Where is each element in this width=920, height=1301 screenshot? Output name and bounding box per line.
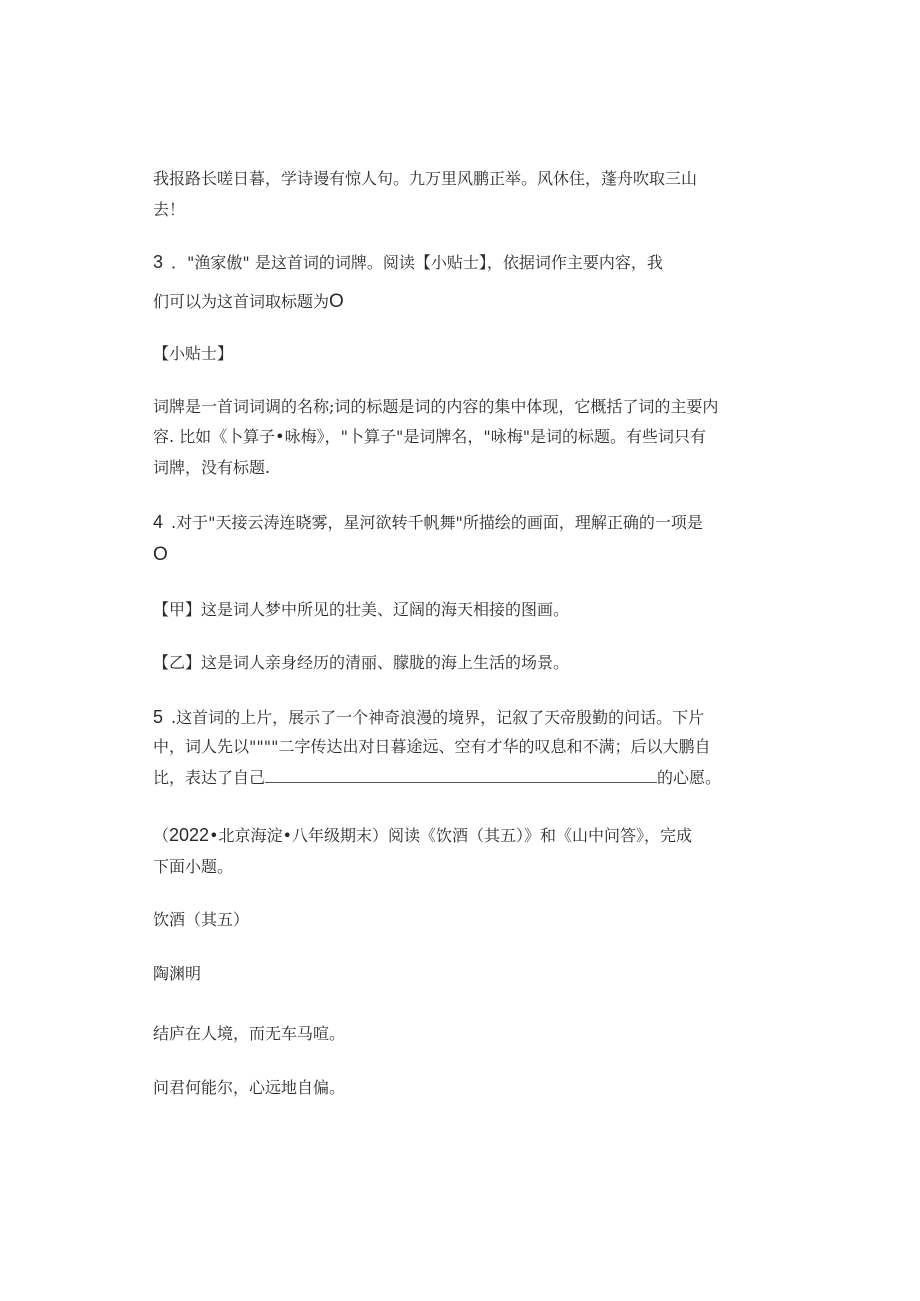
tip-heading: 【小贴士】 (153, 344, 234, 363)
question-4-line-1 (153, 511, 703, 534)
section-source: •北京海淀•八年级期末）阅读《饮酒（其五）》和《山中问答》，完成 (209, 826, 692, 845)
question-3-number: 3 (153, 252, 164, 272)
section-paren: （ (153, 826, 170, 845)
section-year: 2022 (169, 825, 210, 845)
question-3-line-1 (153, 251, 663, 274)
poem-tail-line-1: 我报路长嗟日暮，学诗谩有惊人句。九万里风鹏正举。风休住，蓬舟吹取三山 (153, 169, 698, 188)
poem-author: 陶渊明 (153, 964, 202, 983)
question-3-line-2 (153, 291, 344, 313)
tip-line-1: 词牌是一首词词调的名称;词的标题是词的内容的集中体现，它概括了词的主要内 (153, 397, 719, 416)
question-3-text-2: 们可以为这首词取标题为 (153, 292, 330, 311)
question-5-number: 5 (153, 707, 164, 727)
answer-mark: O (329, 291, 344, 312)
question-5-line-2: 中，词人先以""""二字传达出对日暮途远、空有才华的叹息和不满；后以大鹏自 (153, 737, 711, 756)
tip-line-2: 容. 比如《卜算子•咏梅》，"卜算子"是词牌名，"咏梅"是词的标题。有些词只有 (153, 427, 707, 446)
option-jia: 【甲】这是词人梦中所见的壮美、辽阔的海天相接的图画。 (153, 600, 570, 619)
poem-line-1: 结庐在人境，而无车马喧。 (153, 1024, 346, 1043)
question-5-text-3: 比，表达了自己 (153, 768, 266, 787)
question-4-text: .对于"天接云涛连晓雾，星河欲转千帆舞"所描绘的画面，理解正确的一项是 (171, 513, 703, 532)
section-intro-line-2: 下面小题。 (153, 857, 234, 876)
answer-mark: O (153, 544, 168, 565)
question-5-line-1 (153, 706, 704, 729)
poem-title: 饮酒（其五） (153, 910, 250, 929)
tip-line-3: 词牌，没有标题. (153, 458, 271, 477)
question-4-line-2 (153, 544, 168, 566)
poem-line-2: 问君何能尔，心远地自偏。 (153, 1078, 346, 1097)
question-3-text: ．"渔家傲" 是这首词的词牌。阅读【小贴士】，依据词作主要内容，我 (171, 253, 663, 272)
question-5-text-4: 的心愿。 (657, 768, 722, 787)
poem-tail-line-2: 去！ (153, 200, 186, 219)
option-yi: 【乙】这是词人亲身经历的清丽、朦胧的海上生活的场景。 (153, 653, 570, 672)
question-4-number: 4 (153, 512, 164, 532)
fill-in-blank[interactable] (265, 768, 657, 783)
section-intro-line-1 (153, 824, 692, 847)
question-5-text: .这首词的上片，展示了一个神奇浪漫的境界，记叙了天帝殷勤的问话。下片 (171, 708, 705, 727)
question-5-line-3 (153, 767, 721, 789)
